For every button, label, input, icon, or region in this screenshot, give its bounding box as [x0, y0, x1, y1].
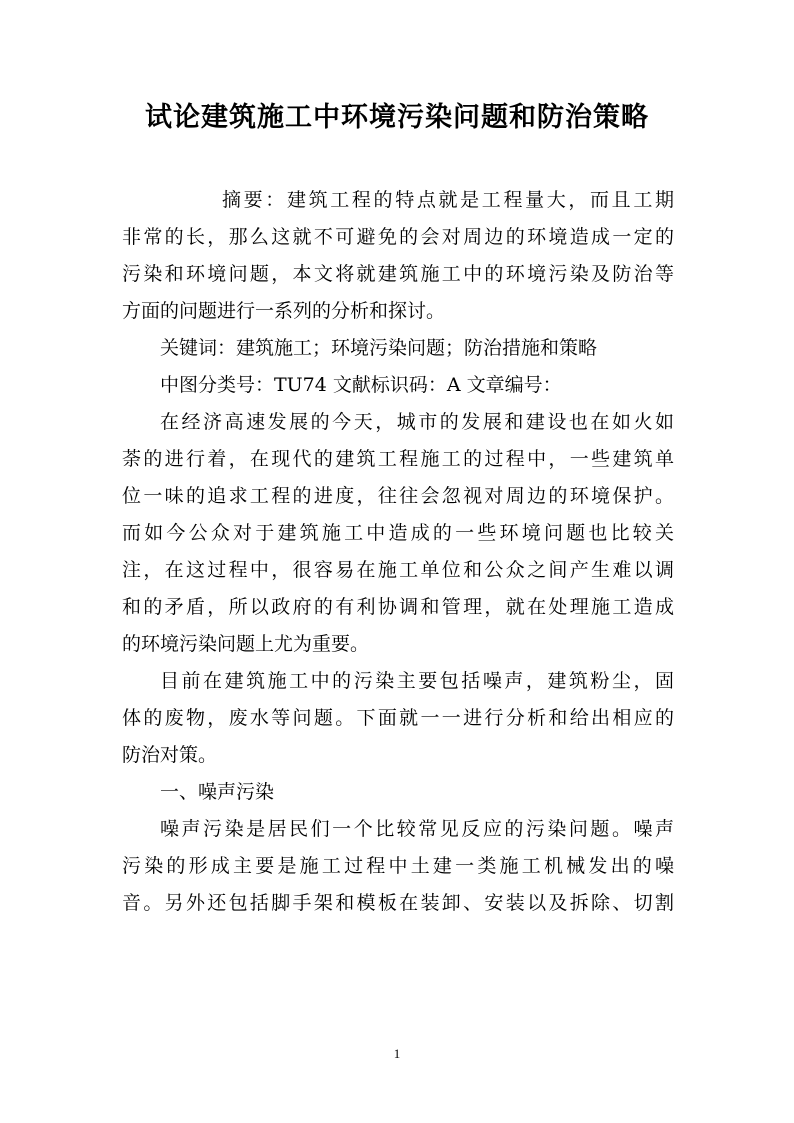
- text-line: 而如今公众对于建筑施工中造成的一些环境问题也比较关: [122, 522, 674, 544]
- noise-paragraph: [122, 811, 674, 922]
- keywords-line: 关键词：建筑施工；环境污染问题；防治措施和策略: [160, 337, 598, 359]
- intro-paragraph: [122, 404, 674, 663]
- text-line: 体的废物，废水等问题。下面就一一进行分析和给出相应的: [122, 707, 674, 729]
- text-line: 音。另外还包括脚手架和模板在装卸、安装以及拆除、切割: [122, 892, 674, 914]
- page-title: 试论建筑施工中环境污染问题和防治策略: [145, 102, 649, 133]
- text-line: 荼的进行着，在现代的建筑工程施工的过程中，一些建筑单: [122, 448, 674, 470]
- text-line: 防治对策。: [122, 744, 218, 766]
- overview-paragraph: [122, 663, 674, 774]
- text-line: 噪声污染是居民们一个比较常见反应的污染问题。噪声: [160, 818, 674, 840]
- text-line: 污染的形成主要是施工过程中土建一类施工机械发出的噪: [122, 855, 674, 877]
- text-line: 目前在建筑施工中的污染主要包括噪声，建筑粉尘，固: [160, 670, 674, 692]
- section-heading: 一、噪声污染: [160, 781, 275, 803]
- abstract-paragraph: [122, 182, 674, 330]
- text-line: 在经济高速发展的今天，城市的发展和建设也在如火如: [160, 411, 674, 433]
- text-line: 的环境污染问题上尤为重要。: [122, 633, 370, 655]
- text-line: 和的矛盾，所以政府的有利协调和管理，就在处理施工造成: [122, 596, 674, 618]
- text-line: 方面的问题进行一系列的分析和探讨。: [122, 300, 446, 322]
- text-line: 摘要：建筑工程的特点就是工程量大，而且工期: [222, 189, 674, 211]
- text-line: 非常的长，那么这就不可避免的会对周边的环境造成一定的: [122, 226, 674, 248]
- classification-line: 中图分类号：TU74 文献标识码：A 文章编号：: [160, 374, 562, 396]
- text-line: 污染和环境问题，本文将就建筑施工中的环境污染及防治等: [122, 263, 674, 285]
- text-line: 注，在这过程中，很容易在施工单位和公众之间产生难以调: [122, 559, 674, 581]
- text-line: 位一味的追求工程的进度，往往会忽视对周边的环境保护。: [122, 485, 674, 507]
- page-number: 1: [393, 1046, 401, 1061]
- document-body: [122, 182, 674, 922]
